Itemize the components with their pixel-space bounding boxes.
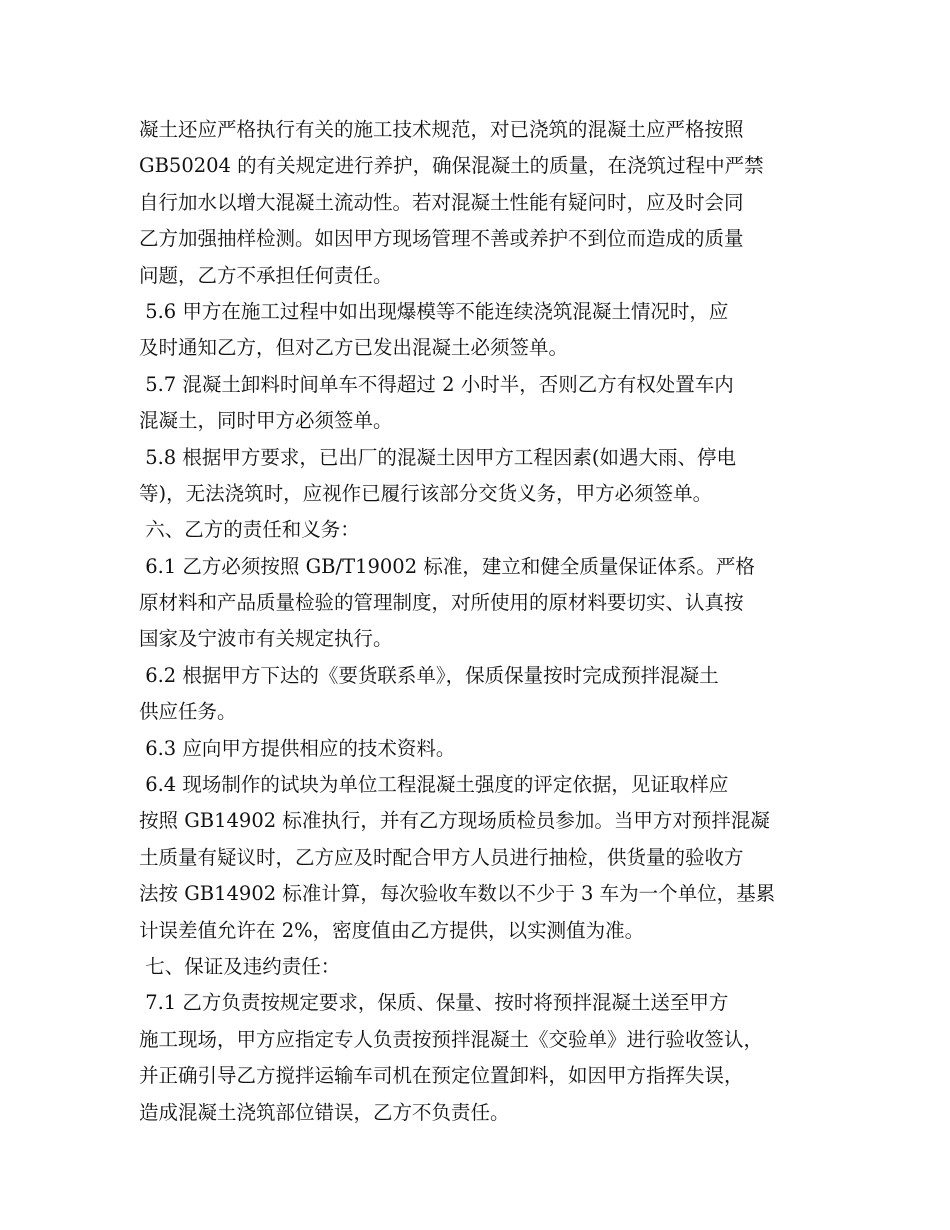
text-line: 供应任务。 (139, 700, 237, 724)
clause-7-1: 7.1 乙方负责按规定要求，保质、保量、按时将预拌混凝土送至甲方 (139, 991, 729, 1015)
text-line: 及时通知乙方，但对乙方已发出混凝土必须签单。 (139, 336, 569, 360)
clause-6-3: 6.3 应向甲方提供相应的技术资料。 (139, 736, 456, 760)
text-line: 自行加水以增大混凝土流动性。若对混凝土性能有疑问时，应及时会同 (139, 190, 744, 214)
clause-5-6: 5.6 甲方在施工过程中如出现爆模等不能连续浇筑混凝土情况时，应 (139, 299, 729, 323)
text-line: 按照 GB14902 标准执行，并有乙方现场质检员参加。当甲方对预拌混凝 (139, 809, 770, 833)
text-line: 问题，乙方不承担任何责任。 (139, 263, 393, 287)
text-line: 造成混凝土浇筑部位错误，乙方不负责任。 (139, 1100, 510, 1124)
clause-5-8: 5.8 根据甲方要求，已出厂的混凝土因甲方工程因素(如遇大雨、停电 (139, 445, 737, 469)
section-heading-6: 六、乙方的责任和义务： (139, 518, 360, 542)
text-line: 法按 GB14902 标准计算，每次验收车数以不少于 3 车为一个单位，基累 (139, 882, 776, 906)
section-heading-7: 七、保证及违约责任： (139, 954, 341, 978)
clause-5-7: 5.7 混凝土卸料时间单车不得超过 2 小时半，否则乙方有权处置车内 (139, 372, 734, 396)
text-line: 土质量有疑议时，乙方应及时配合甲方人员进行抽检，供货量的验收方 (139, 845, 744, 869)
text-line: 国家及宁波市有关规定执行。 (139, 627, 393, 651)
text-line: 乙方加强抽样检测。如因甲方现场管理不善或养护不到位而造成的质量 (139, 227, 744, 251)
clause-6-1: 6.1 乙方必须按照 GB/T19002 标准，建立和健全质量保证体系。严格 (139, 554, 755, 578)
clause-6-4: 6.4 现场制作的试块为单位工程混凝土强度的评定依据，见证取样应 (139, 773, 729, 797)
clause-6-2: 6.2 根据甲方下达的《要货联系单》，保质保量按时完成预拌混凝土 (139, 663, 719, 687)
text-line: 混凝土，同时甲方必须签单。 (139, 409, 393, 433)
text-line: 计误差值允许在 2%，密度值由乙方提供，以实测值为准。 (139, 918, 645, 942)
text-line: 凝土还应严格执行有关的施工技术规范，对已浇筑的混凝土应严格按照 (139, 118, 744, 141)
text-line: 施工现场，甲方应指定专人负责按预拌混凝土《交验单》进行验收签认， (139, 1027, 764, 1051)
text-line: 等)，无法浇筑时，应视作已履行该部分交货义务，甲方必须签单。 (139, 481, 713, 505)
contract-body-text (139, 112, 839, 1131)
text-line: GB50204 的有关规定进行养护，确保混凝土的质量，在浇筑过程中严禁 (139, 154, 764, 178)
text-line: 并正确引导乙方搅拌运输车司机在预定位置卸料，如因甲方指挥失误， (139, 1064, 744, 1088)
text-line: 原材料和产品质量检验的管理制度，对所使用的原材料要切实、认真按 (139, 591, 744, 615)
